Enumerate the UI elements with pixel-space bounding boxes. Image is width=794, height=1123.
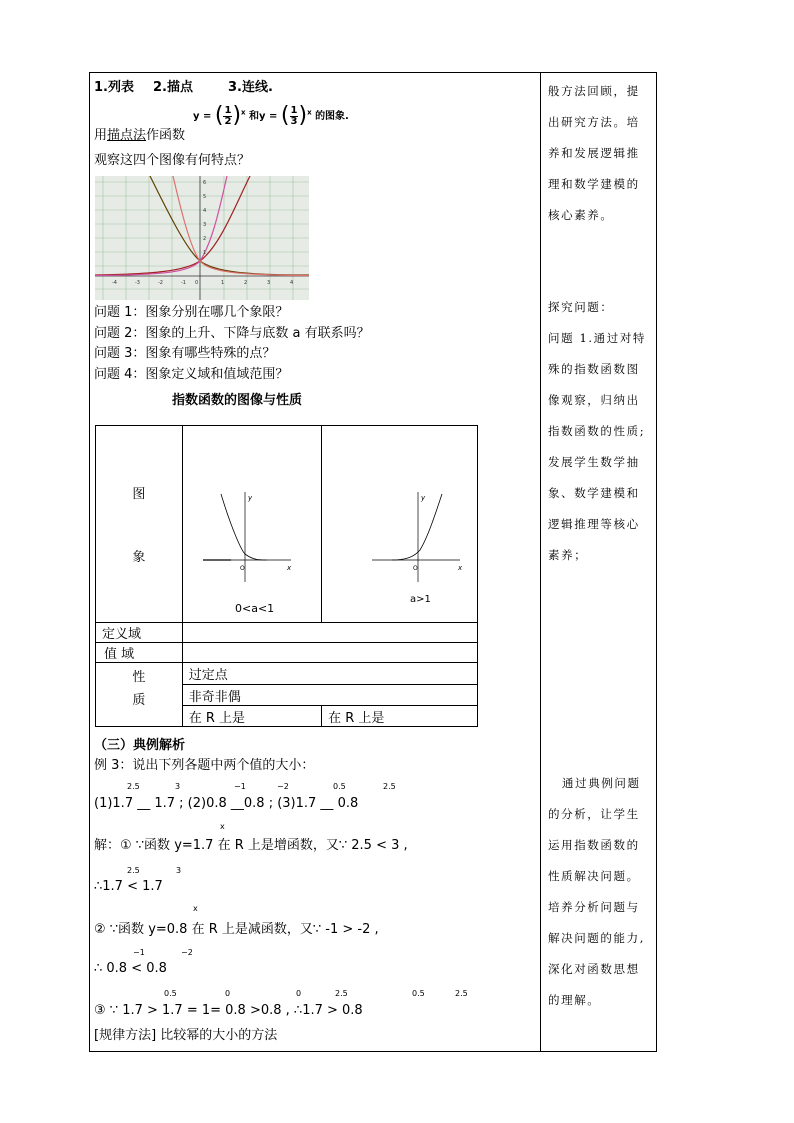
sol3-exp-1: 0.5 — [164, 989, 177, 998]
ex-exp-3: −1 — [234, 782, 246, 791]
solution-2: ② ∵函数 y=0.8 在 R 上是减函数，又∵ -1 > -2 , — [94, 922, 379, 937]
sol3-exp-5: 0.5 — [412, 989, 425, 998]
svg-text:4: 4 — [203, 208, 207, 214]
question-4: 问题 4：图象定义域和值域范围？ — [94, 367, 289, 382]
svg-text:6: 6 — [203, 180, 207, 186]
sol3-exp-2: 0 — [225, 989, 231, 998]
svg-text:x: x — [458, 564, 463, 572]
exponential-graph — [95, 176, 309, 300]
svg-text:0: 0 — [195, 280, 199, 286]
sol2-exp-1: −1 — [133, 948, 145, 957]
properties-header: 性 质 — [96, 663, 183, 727]
ex-exp-1: 2.5 — [127, 782, 140, 791]
svg-text:2: 2 — [244, 280, 248, 286]
step-3: 3.连线. — [228, 80, 273, 95]
domain-value — [182, 623, 477, 643]
question-3: 问题 3：图象有哪些特殊的点？ — [94, 346, 276, 361]
range-label: 值 域 — [96, 643, 183, 663]
svg-text:O: O — [413, 565, 418, 572]
properties-table — [95, 425, 478, 727]
svg-text:1: 1 — [221, 280, 225, 286]
svg-text:-1: -1 — [181, 280, 186, 286]
svg-text:x: x — [286, 564, 291, 572]
fixed-point-cell: 过定点 — [182, 663, 477, 685]
section-3-heading: （三）典例解析 — [94, 738, 186, 753]
ex-exp-5: 0.5 — [333, 782, 346, 791]
question-1: 问题 1：图象分别在哪几个象限？ — [94, 305, 289, 320]
sol3-exp-6: 2.5 — [455, 989, 468, 998]
image-row-header: 图 象 — [96, 426, 183, 623]
sol2-exp-2: −2 — [181, 948, 193, 957]
svg-text:0<a<1: 0<a<1 — [234, 602, 274, 612]
solution-1-conclusion: ∴1.7 < 1.7 — [94, 879, 163, 894]
step-2: 2.描点 — [153, 80, 193, 95]
right-note-1: 般方法回顾，提 出研究方法。培 养和发展逻辑推 理和数学建模的 核心素养。 — [548, 84, 640, 222]
sol3-exp-4: 2.5 — [335, 989, 348, 998]
ex-exp-6: 2.5 — [383, 782, 396, 791]
svg-text:O: O — [239, 565, 245, 572]
svg-text:y: y — [247, 494, 252, 502]
right-note-3: 通过典例问题 的分析，让学生 运用指数函数的 性质解决问题。 培养分析问题与 解决问题的能力, 深化对函数思想 的理解。 — [548, 776, 645, 1007]
svg-text:-4: -4 — [112, 280, 117, 286]
example-3-prompt: 例 3：说出下列各题中两个值的大小： — [94, 758, 315, 773]
ex-exp-4: −2 — [277, 782, 289, 791]
plot-intro-text: 用描点法作函数 — [94, 128, 186, 143]
sol3-exp-3: 0 — [296, 989, 302, 998]
svg-text:1: 1 — [203, 250, 207, 256]
svg-text:4: 4 — [290, 280, 294, 286]
graph-cell-decreasing — [182, 426, 321, 623]
plot-intro-formula: y = ( $\frac{1}{2}$ )$^x$ 和y = ( $\frac{1}{3}$ )$^x$ 的图象. — [193, 103, 349, 128]
svg-text:3: 3 — [267, 280, 271, 286]
svg-text:5: 5 — [203, 194, 207, 200]
parity-cell: 非奇非偶 — [182, 685, 477, 706]
solution-2-conclusion: ∴ 0.8 < 0.8 — [94, 961, 167, 976]
svg-text:2: 2 — [203, 236, 207, 242]
svg-text:-2: -2 — [158, 280, 163, 286]
step-1: 1.列表 — [94, 80, 134, 95]
sol1-exp-2: 3 — [176, 866, 182, 875]
question-2: 问题 2：图象的上升、下降与底数 a 有联系吗？ — [94, 326, 370, 341]
rule-method: [规律方法] 比较幂的大小的方法 — [94, 1028, 278, 1043]
sol1-exp: x — [220, 822, 225, 831]
graph-increasing — [322, 432, 472, 612]
sol2-exp: x — [193, 904, 198, 913]
observe-question: 观察这四个图像有何特点？ — [94, 153, 251, 168]
right-note-2: 探究问题： 问题 1.通过对特 殊的指数函数图 像观察，归纳出 指数函数的性质; 发展学生数学抽 象、数学建模和 逻辑推理等核心 素养； — [548, 300, 647, 562]
monotonic-left: 在 R 上是 — [182, 706, 321, 727]
graph-decreasing — [183, 432, 317, 612]
svg-text:3: 3 — [203, 222, 207, 228]
table-title: 指数函数的图像与性质 — [172, 393, 303, 408]
sol1-exp-1: 2.5 — [127, 866, 140, 875]
monotonic-right: 在 R 上是 — [322, 706, 478, 727]
ex-exp-2: 3 — [175, 782, 181, 791]
solution-1: 解：① ∵函数 y=1.7 在 R 上是增函数，又∵ 2.5 < 3 , — [94, 838, 408, 853]
range-value — [182, 643, 477, 663]
svg-text:y: y — [421, 494, 426, 502]
svg-text:a>1: a>1 — [410, 594, 431, 605]
column-divider — [540, 72, 541, 1051]
domain-label: 定义域 — [96, 623, 183, 643]
solution-3: ③ ∵ 1.7 > 1.7 = 1= 0.8 >0.8 , ∴1.7 > 0.8 — [94, 1003, 363, 1018]
svg-text:-3: -3 — [135, 280, 140, 286]
example-line: (1)1.7 __ 1.7 ; (2)0.8 __0.8 ; (3)1.7 __ 0.8 — [94, 796, 359, 811]
graph-cell-increasing — [322, 426, 478, 623]
